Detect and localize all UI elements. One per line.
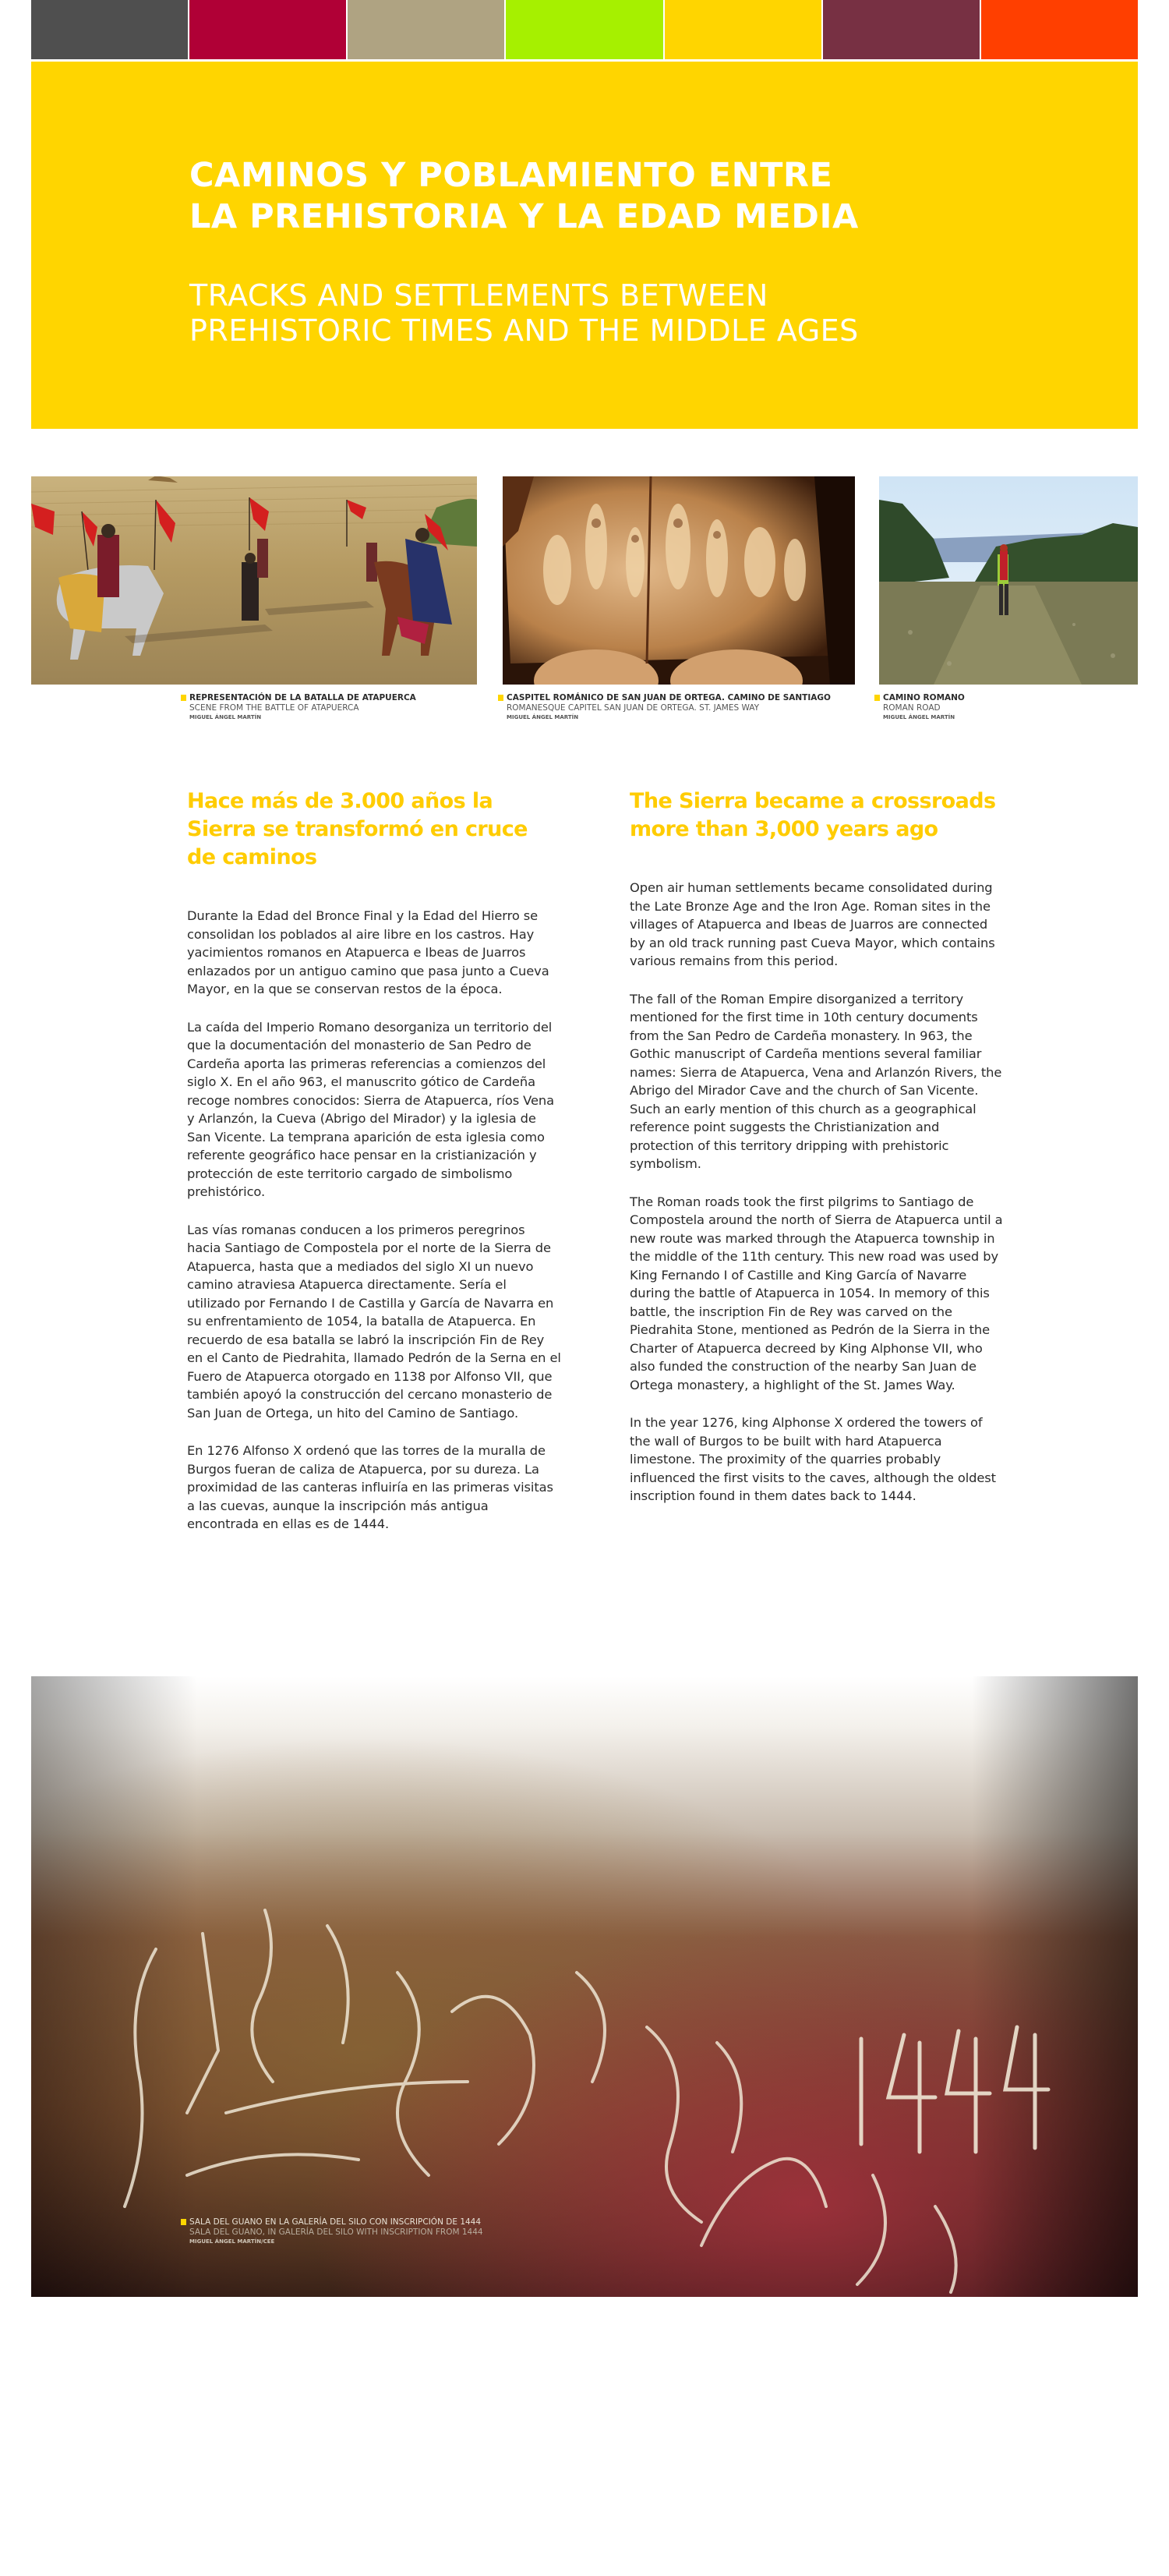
- color-bar: [31, 0, 1138, 59]
- paragraph: In the year 1276, king Alphonse X ordered the towers of the wall of Burgos to be built with hard Atapuerca limestone. The proximity of the quarries probably influenced the first visits to the caves, although the oldest inscription found in them dates back to 1444.: [630, 1415, 996, 1503]
- color-swatch-lime: [506, 0, 662, 59]
- caption-spanish: CAMINO ROMANO: [883, 693, 965, 702]
- color-swatch-wine: [823, 0, 980, 59]
- caption-marker-icon: [874, 695, 880, 701]
- photo-caption: [498, 693, 831, 722]
- spanish-column: [187, 787, 561, 1553]
- cave-photo-caption: [181, 2217, 483, 2246]
- paragraph: The Roman roads took the first pilgrims to Santiago de Compostela around the north of Sierra de Atapuerca until a new route was marked through the Atapuerca township in the middle of the 11th century. This new road was used by King Fernando I of Castille and King García of Navarre during the battle of Atapuerca in 1054. In memory of this battle, the inscription Fin de Rey was carved on the Piedrahita Stone, mentioned as Pedrón de la Sierra in the Charter of Atapuerca decreed by King Alphonse VII, who also funded the construction of the nearby San Juan de Ortega monastery, a highlight of the St. James Way.: [630, 1194, 1003, 1392]
- photo-romanesque-capital: [503, 476, 855, 685]
- page-subtitle-line: PREHISTORIC TIMES AND THE MIDDLE AGES: [189, 313, 859, 348]
- photo-caption: [181, 693, 416, 722]
- caption-english: ROMAN ROAD: [883, 703, 941, 713]
- color-swatch-crimson: [189, 0, 346, 59]
- page-title: [189, 155, 859, 238]
- page-subtitle: [189, 278, 859, 349]
- caption-spanish: REPRESENTACIÓN DE LA BATALLA DE ATAPUERCA: [189, 693, 416, 702]
- photo-credit: MIGUEL ÁNGEL MARTÍN: [883, 714, 955, 720]
- caption-spanish: SALA DEL GUANO EN LA GALERÍA DEL SILO CON INSCRIPCIÓN DE 1444: [189, 2217, 482, 2227]
- color-swatch-gray: [31, 0, 188, 59]
- caption-english: SALA DEL GUANO, IN GALERÍA DEL SILO WITH INSCRIPTION FROM 1444: [189, 2227, 483, 2237]
- photo-credit: MIGUEL ÁNGEL MARTÍN: [507, 714, 579, 720]
- page-title-line: CAMINOS Y POBLAMIENTO ENTRE: [189, 156, 833, 195]
- color-swatch-orange: [981, 0, 1138, 59]
- color-swatch-yellow: [665, 0, 821, 59]
- caption-spanish: CASPITEL ROMÁNICO DE SAN JUAN DE ORTEGA. CAMINO DE SANTIAGO: [507, 693, 831, 702]
- paragraph: Open air human settlements became consolidated during the Late Bronze Age and the Iron Age. Roman sites in the villages of Atapuerca and Ibeas de Juarros are connected by an old track running past Cueva Mayor, which contains various remains from this period.: [630, 880, 995, 968]
- section-heading-spanish: Hace más de 3.000 años la Sierra se transformó en cruce de caminos: [187, 789, 528, 869]
- english-column: [630, 787, 1004, 1525]
- photo-battle-reenactment: [31, 476, 477, 685]
- paragraph: En 1276 Alfonso X ordenó que las torres de la muralla de Burgos fueran de caliza de Atapuerca, por su dureza. La proximidad de las canteras influiría en las primeras visitas a las cuevas, aunque la inscripción más antigua encontrada en ellas es de 1444.: [187, 1443, 553, 1531]
- photo-roman-road: [879, 476, 1138, 685]
- paragraph: Durante la Edad del Bronce Final y la Edad del Hierro se consolidan los poblados al aire libre en los castros. Hay yacimientos romanos en Atapuerca e Ibeas de Juarros enlazados por un antiguo camino que pasa junto a Cueva Mayor, en la que se conservan restos de la época.: [187, 908, 549, 996]
- caption-marker-icon: [181, 2219, 186, 2225]
- caption-english: ROMANESQUE CAPITEL SAN JUAN DE ORTEGA. ST. JAMES WAY: [507, 703, 760, 713]
- photo-cave-inscription: [31, 1676, 1138, 2297]
- photo-credit: MIGUEL ÁNGEL MARTÍN: [189, 714, 262, 720]
- photo-caption: [874, 693, 965, 722]
- paragraph: The fall of the Roman Empire disorganized a territory mentioned for the first time in 10th century documents from the San Pedro de Cardeña monastery. In 963, the Gothic manuscript of Cardeña mentions several familiar names: Sierra de Atapuerca, Vena and Arlanzón Rivers, the Abrigo del Mirador Cave and the church of San Vicente. Such an early mention of this church as a geographical reference point suggests the Christianization and protection of this territory dripping with prehistoric symbolism.: [630, 991, 1002, 1171]
- page-subtitle-line: TRACKS AND SETTLEMENTS BETWEEN: [189, 278, 768, 313]
- section-heading-english: The Sierra became a crossroads more than 3,000 years ago: [630, 789, 996, 841]
- photo-credit: MIGUEL ÁNGEL MARTÍN/CEE: [189, 2238, 275, 2245]
- paragraph: La caída del Imperio Romano desorganiza un territorio del que la documentación del monasterio de San Pedro de Cardeña aporta las primeras referencias a comienzos del siglo X. En el año 963, el manuscrito gótico de Cardeña recoge nombres conocidos: Sierra de Atapuerca, ríos Vena y Arlanzón, la Cueva (Abrigo del Mirador) y la iglesia de San Vicente. La temprana aparición de esta iglesia como referente geográfico hace pensar en la cristianización y protección de este territorio cargado de simbolismo prehistórico.: [187, 1019, 554, 1199]
- paragraph: Las vías romanas conducen a los primeros peregrinos hacia Santiago de Compostela por el norte de la Sierra de Atapuerca, hasta que a mediados del siglo XI un nuevo camino atraviesa Atapuerca directamente. Sería el utilizado por Fernando I de Castilla y García de Navarra en su enfrentamiento de 1054, la batalla de Atapuerca. En recuerdo de esa batalla se labró la inscripción Fin de Rey en el Canto de Piedrahita, llamado Pedrón de la Serna en el Fuero de Atapuerca otorgado en 1138 por Alfonso VII, que también apoyó la construcción del cercano monasterio de San Juan de Ortega, un hito del Camino de Santiago.: [187, 1222, 561, 1421]
- caption-marker-icon: [181, 695, 186, 701]
- page-title-line: LA PREHISTORIA Y LA EDAD MEDIA: [189, 197, 859, 236]
- title-banner: [31, 62, 1138, 429]
- caption-english: SCENE FROM THE BATTLE OF ATAPUERCA: [189, 703, 359, 713]
- color-swatch-khaki: [348, 0, 504, 59]
- caption-marker-icon: [498, 695, 503, 701]
